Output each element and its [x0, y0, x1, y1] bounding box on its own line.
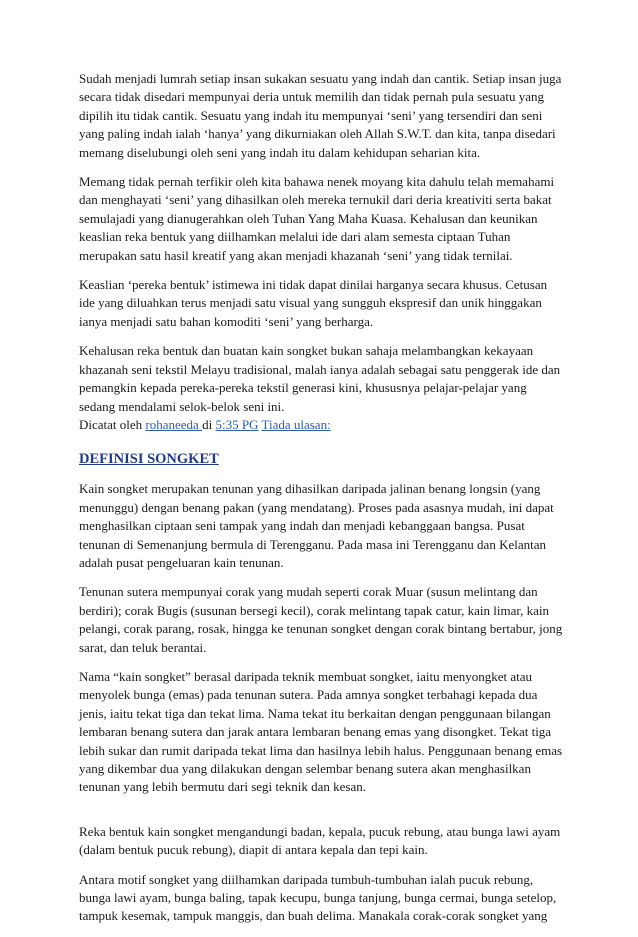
author-link[interactable]: rohaneeda: [145, 416, 203, 432]
definition-paragraph-2: Tenunan sutera mempunyai corak yang mudah seperti corak Muar (susun melintang dan berdiri); corak Bugis (susunan bersegi kecil), corak melintang tapak catur, kain limar, kain pelangi, corak parang, rosak, hingga ke tenunan songket dengan corak bintang bertabur, jong sarat, dan teluk berantai.: [79, 584, 563, 655]
post-footer: [79, 416, 564, 434]
post-time-link[interactable]: 5:35 PG: [215, 416, 259, 432]
section-heading-definisi-songket[interactable]: DEFINISI SONGKET: [79, 451, 219, 468]
intro-paragraph-2: Memang tidak pernah terfikir oleh kita bahawa nenek moyang kita dahulu telah memahami dan menghayati ‘seni’ yang dihasilkan oleh mereka ternukil dari deria kreativiti serta bakat semulajadi yang dianugerahkan oleh Tuhan Yang Maha Kuasa. Kehalusan dan keunikan keaslian reka bentuk yang diilhamkan melalui ide dari alam semesta ciptaan Tuhan merupakan satu hasil kreatif yang akan menjadi khazanah ‘seni’ yang tidak ternilai.: [79, 174, 555, 263]
comments-link[interactable]: Tiada ulasan:: [261, 416, 331, 432]
post-footer-prefix: Dicatat oleh: [79, 416, 146, 432]
intro-paragraph-3: Keaslian ‘pereka bentuk’ istimewa ini tidak dapat dinilai harganya secara khusus. Cetusan ide yang diluahkan terus menjadi satu visual yang sungguh ekspresif dan unik hinggakan ianya menjadi satu bahan komoditi ‘seni’ yang berharga.: [79, 277, 548, 329]
definition-paragraph-5: Antara motif songket yang diilhamkan daripada tumbuh-tumbuhan ialah pucuk rebung, bunga lawi ayam, bunga baling, tapak kecupu, bunga tanjung, bunga cermai, bunga setelop, tampuk kesemak, tampuk manggis, dan buah delima. Manakala corak-corak songket yang: [79, 871, 557, 924]
definition-paragraph-1: Kain songket merupakan tenunan yang dihasilkan daripada jalinan benang longsin (yang menunggu) dengan benang pakan (yang mendatang). Proses pada asasnya mudah, ini dapat menghasilkan ciptaan seni tampak yang indah dan menjadi kebanggaan bangsa. Pusat tenunan di Semenanjung bermula di Terengganu. Pada masa ini Terengganu dan Kelantan adalah pusat pengeluaran kain tenunan.: [79, 481, 554, 570]
intro-paragraph-1: Sudah menjadi lumrah setiap insan sukakan sesuatu yang indah dan cantik. Setiap insan juga secara tidak disedari mempunyai deria untuk memilih dan tidak pernah pula sesuatu yang dipilih itu tidak cantik. Sesuatu yang indah itu mempunyai ‘seni’ yang tersendiri dan seni yang paling indah ialah ‘hanya’ yang dikurniakan oleh Allah S.W.T. dan kita, tanpa disedari memang diselubungi oleh seni yang indah itu dalam kehidupan seharian kita.: [79, 71, 562, 160]
document-page: [79, 70, 564, 937]
post-footer-middle: di: [202, 416, 216, 432]
definition-paragraph-3: Nama “kain songket” berasal daripada teknik membuat songket, iaitu menyongket atau menyolek bunga (emas) pada tenunan sutera. Pada amnya songket terbahagi kepada dua jenis, iaitu tekat tiga dan tekat lima. Nama tekat itu berkaitan dengan penggunaan bilangan lembaran benang sutera dan jarak antara lembaran benang emas yang disongket. Tekat tiga lebih sukar dan rumit daripada tekat lima dan hasilnya lebih halus. Penggunaan benang emas yang dikembar dua yang dilakukan dengan selembar benang sutera akan menghasilkan tenunan yang lebih bermutu dari segi teknik dan kesan.: [79, 668, 563, 795]
intro-paragraph-4: Kehalusan reka bentuk dan buatan kain songket bukan sahaja melambangkan kekayaan khazanah seni tekstil Melayu tradisional, malah ianya adalah sebagai satu penggerak ide dan pemangkin kepada pereka-pereka tekstil generasi kini, khususnya pelajar-pelajar yang sedang mendalami selok-belok seni ini.: [79, 343, 561, 414]
definition-paragraph-4: Reka bentuk kain songket mengandungi badan, kepala, pucuk rebung, atau bunga lawi ayam (dalam bentuk pucuk rebung), diapit di antara kepala dan tepi kain.: [79, 823, 561, 858]
